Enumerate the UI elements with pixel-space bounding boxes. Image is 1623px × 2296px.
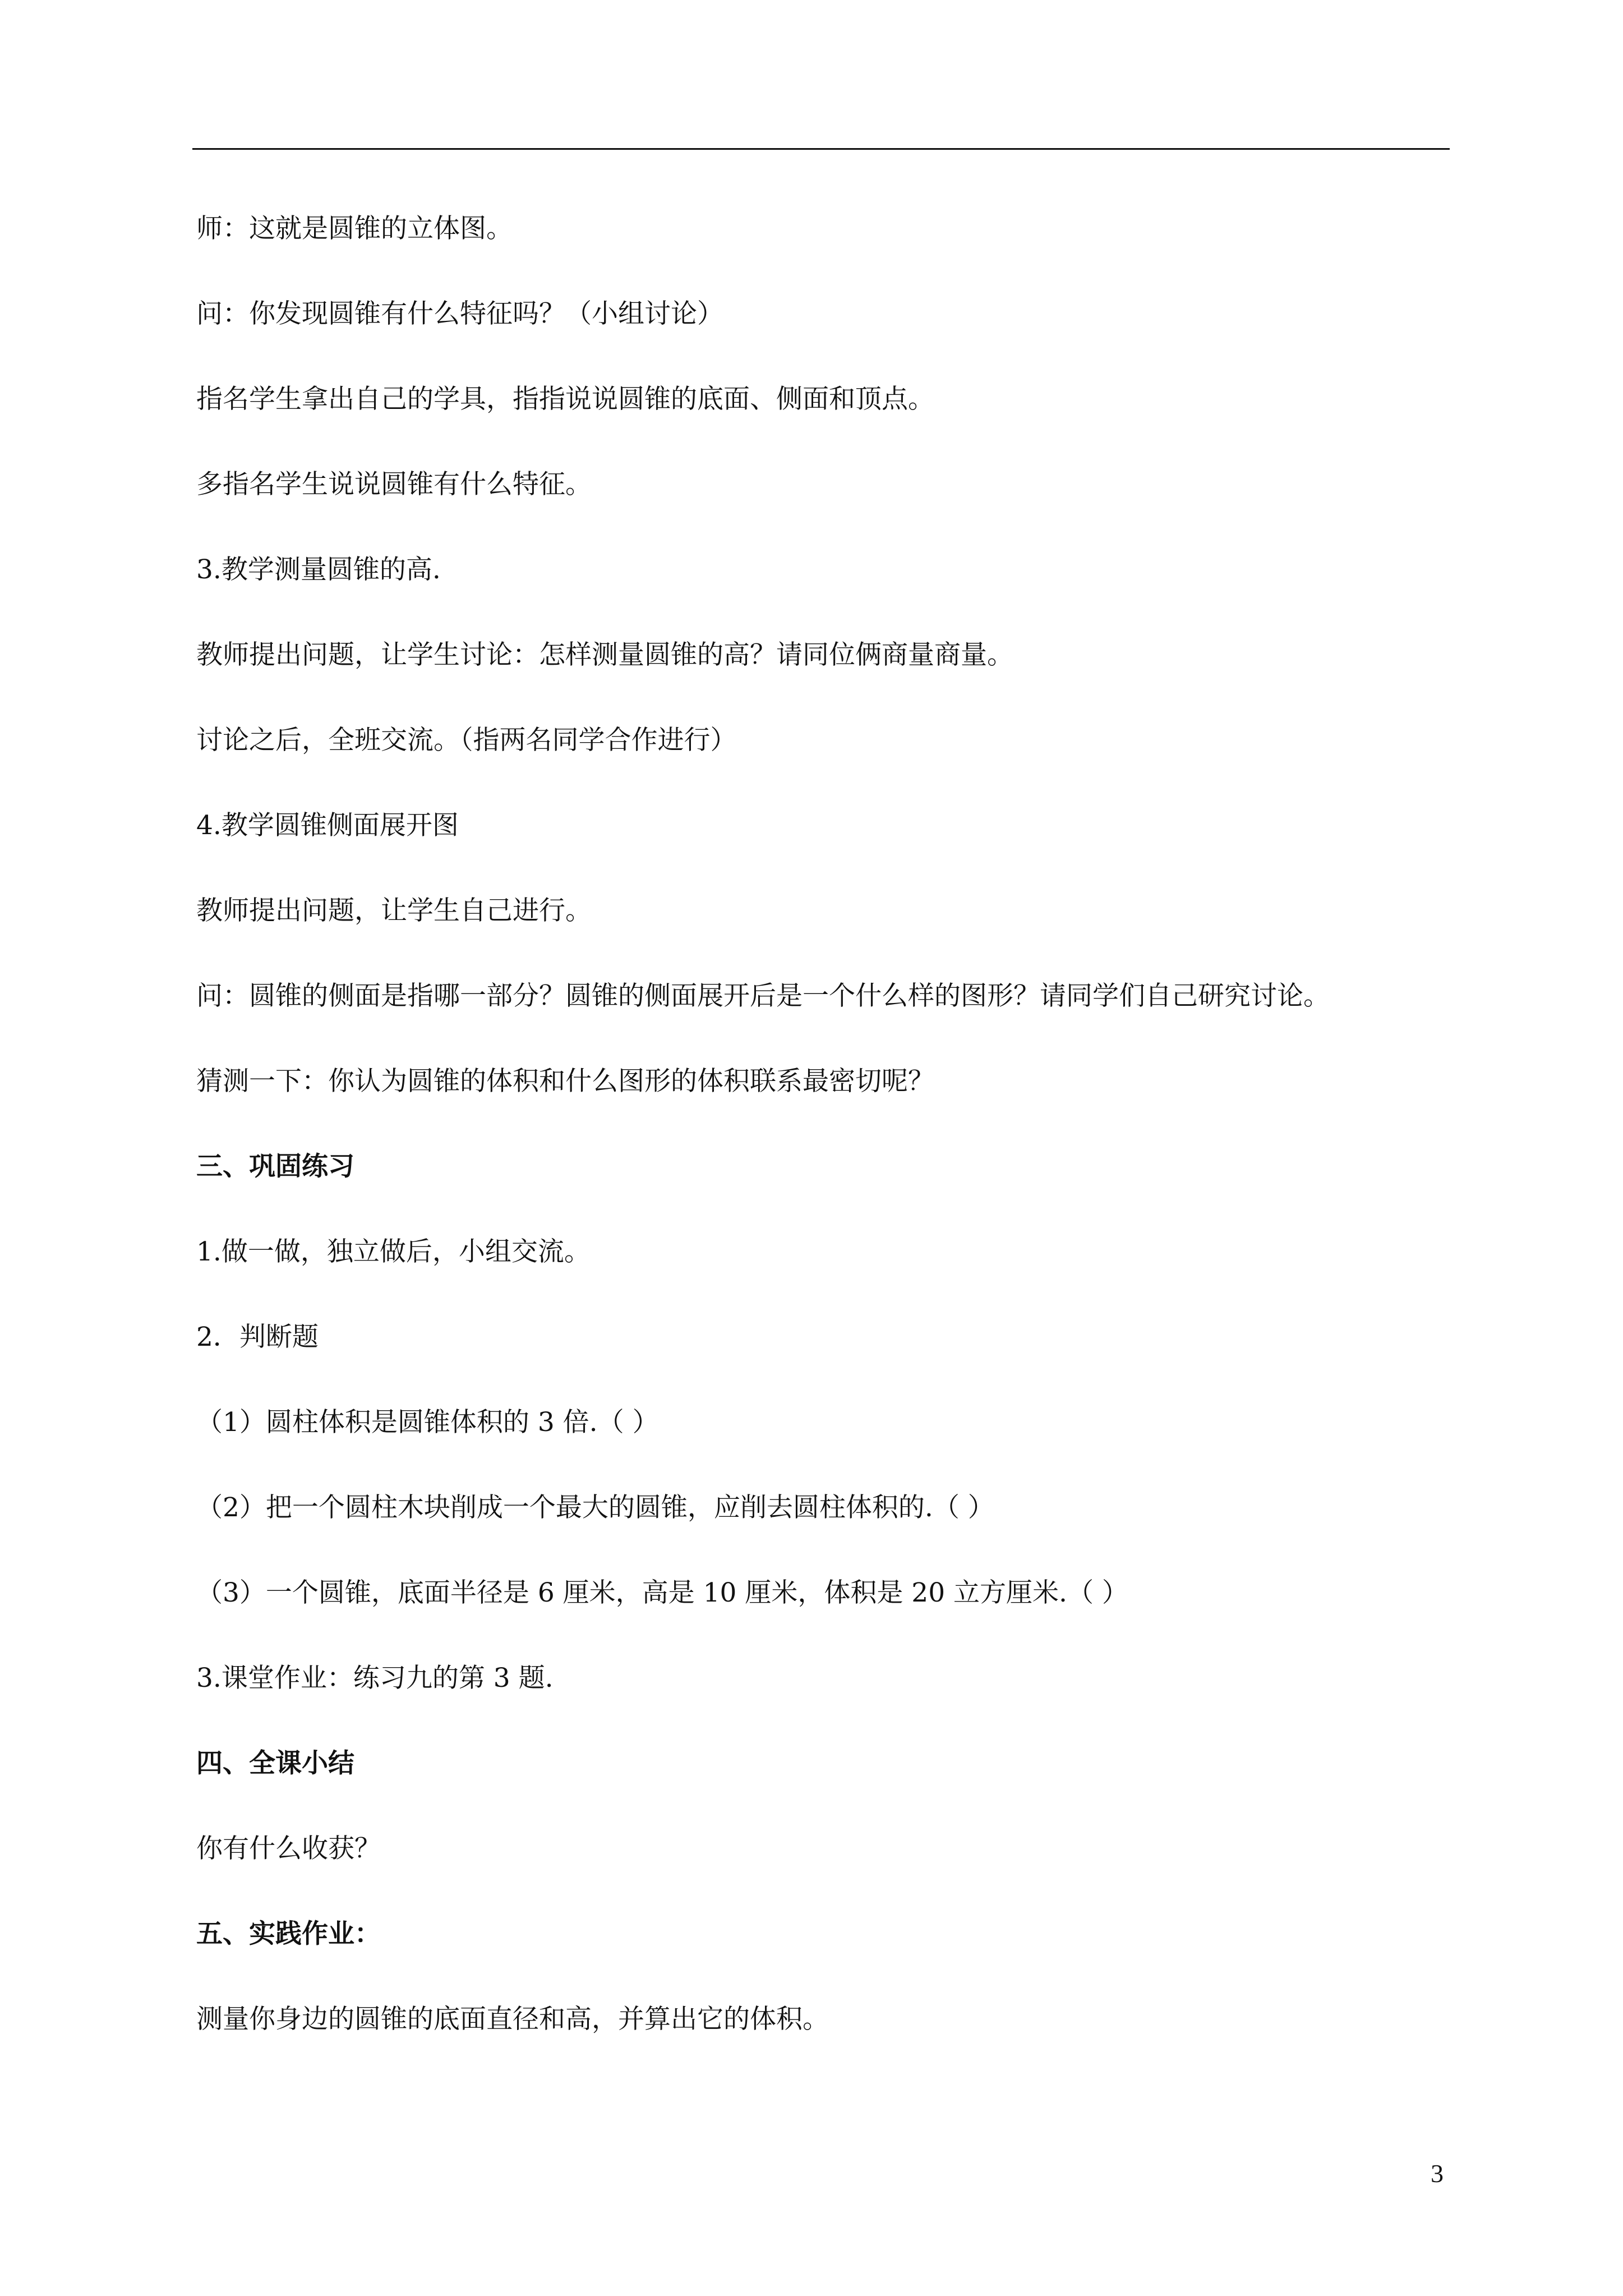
section-heading: 五、实践作业： [196,1918,381,1949]
paragraph: 3.课堂作业：练习九的第 3 题. [196,1663,554,1694]
paragraph: 多指名学生说说圆锥有什么特征。 [196,469,592,500]
paragraph: 教师提出问题，让学生自己进行。 [196,895,592,926]
paragraph: 师：这就是圆锥的立体图。 [196,213,513,244]
paragraph: 指名学生拿出自己的学具，指指说说圆锥的底面、侧面和顶点。 [196,384,934,415]
paragraph: 猜测一下：你认为圆锥的体积和什么图形的体积联系最密切呢？ [196,1066,934,1097]
paragraph: 你有什么收获？ [196,1833,381,1864]
paragraph: （2）把一个圆柱木块削成一个最大的圆锥，应削去圆柱体积的.（ ） [196,1492,994,1523]
paragraph: （1）圆柱体积是圆锥体积的 3 倍.（ ） [196,1407,659,1438]
paragraph: 4.教学圆锥侧面展开图 [196,810,459,841]
header-rule [192,148,1450,150]
paragraph: 3.教学测量圆锥的高. [196,554,441,585]
section-heading: 四、全课小结 [196,1748,354,1779]
paragraph: 1.做一做，独立做后，小组交流。 [196,1236,591,1267]
paragraph: （3）一个圆锥，底面半径是 6 厘米，高是 10 厘米，体积是 20 立方厘米.（ ） [196,1577,1128,1608]
paragraph: 问：你发现圆锥有什么特征吗？（小组讨论） [196,298,723,329]
paragraph: 讨论之后，全班交流。（指两名同学合作进行） [196,725,737,756]
paragraph: 测量你身边的圆锥的底面直径和高，并算出它的体积。 [196,2004,829,2035]
document-body [196,209,1447,2085]
paragraph: 问：圆锥的侧面是指哪一部分？圆锥的侧面展开后是一个什么样的图形？请同学们自己研究讨论。 [196,981,1330,1011]
paragraph: 2．判断题 [196,1322,319,1352]
paragraph: 教师提出问题，让学生讨论：怎样测量圆锥的高？请同位俩商量商量。 [196,639,1013,670]
page-number: 3 [1431,2159,1444,2188]
section-heading: 三、巩固练习 [196,1151,354,1182]
